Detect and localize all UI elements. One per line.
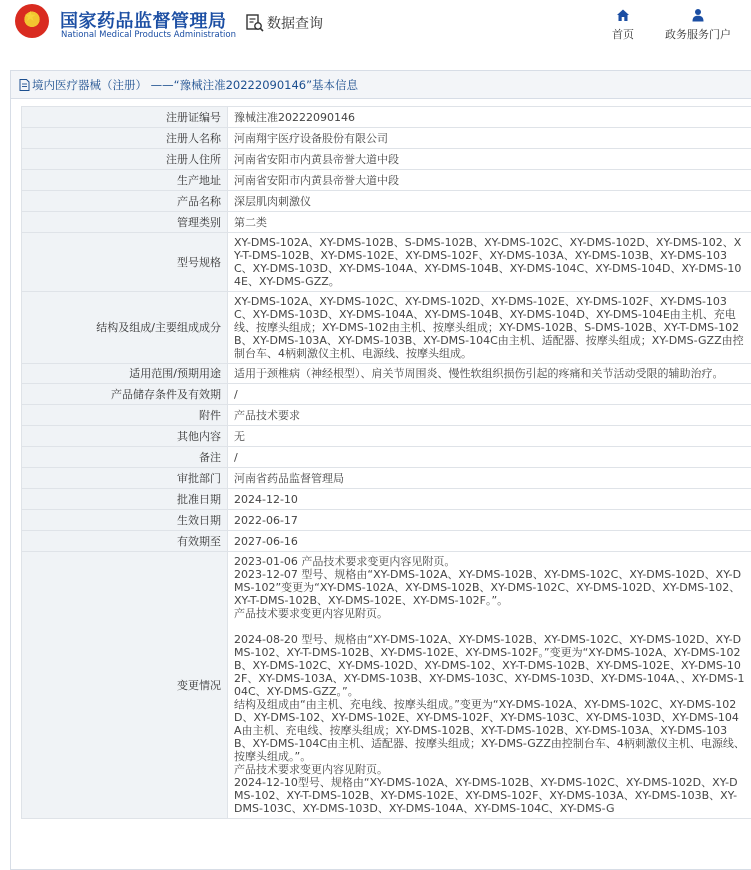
field-label: 变更情况 xyxy=(22,552,228,819)
field-label: 结构及组成/主要组成成分 xyxy=(22,292,228,364)
brand-name-cn[interactable]: 国家药品监督管理局 xyxy=(60,7,227,33)
data-query-link[interactable] xyxy=(245,12,323,34)
field-value: 豫械注准20222090146 xyxy=(228,107,751,128)
field-label: 产品名称 xyxy=(22,191,228,212)
nav-service-portal[interactable] xyxy=(660,8,736,42)
panel-title: 境内医疗器械（注册） ——“豫械注准20222090146”基本信息 xyxy=(32,77,358,93)
field-label: 生产地址 xyxy=(22,170,228,191)
field-value: 2022-06-17 xyxy=(228,510,751,531)
table-row xyxy=(22,447,751,468)
nav-home[interactable] xyxy=(607,8,639,42)
field-label: 生效日期 xyxy=(22,510,228,531)
site-header xyxy=(0,0,751,50)
home-icon xyxy=(616,8,630,22)
detail-panel xyxy=(10,70,751,870)
field-label: 注册证编号 xyxy=(22,107,228,128)
field-value: 第二类 xyxy=(228,212,751,233)
field-value: 产品技术要求 xyxy=(228,405,751,426)
field-label: 注册人名称 xyxy=(22,128,228,149)
field-label: 管理类别 xyxy=(22,212,228,233)
field-value: 河南省安阳市内黄县帝誉大道中段 xyxy=(228,170,751,191)
change-history-value: 2023-01-06 产品技术要求变更内容见附页。 2023-12-07 型号、规格由“XY-DMS-102A、XY-DMS-102B、XY-DMS-102C、XY-DMS-102D、XY-DMS-102”变更为“XY-DMS-102A、XY-DMS-102B、XY-DMS-102C、XY-DMS-102D、XY-DMS-102、XY-T-DMS-102B、XY-DMS-102E、XY-DMS-102F。”。 产品技术要求变更内容见附页。 2024-08-20 型号、规格由“XY-DMS-102A、XY-DMS-102B、XY-DMS-102C、XY-DMS-102D、XY-DMS-102、XY-T-DMS-102B、XY-DMS-102E、XY-DMS-102F。”变更为“XY-DMS-102A、XY-DMS-102B、XY-DMS-102C、XY-DMS-102D、XY-DMS-102、XY-T-DMS-102B、XY-DMS-102E、XY-DMS-102F、XY-DMS-103A、XY-DMS-103B、XY-DMS-103C、XY-DMS-103D、XY-DMS-104A、、XY-DMS-104C、XY-DMS-GZZ。”。 结构及组成由“由主机、充电线、按摩头组成。”变更为“XY-DMS-102A、XY-DMS-102C、XY-DMS-102D、XY-DMS-102、XY-DMS-102E、XY-DMS-102F、XY-DMS-103C、XY-DMS-103D、XY-DMS-104A由主机、充电线、按摩头组成；XY-DMS-102B、XY-T-DMS-102B、XY-DMS-103A、XY-DMS-103B、XY-DMS-104C由主机、适配器、按摩头组成；XY-DMS-GZZ由控制台车、4柄刺激仪主机、电源线、按摩头组成。”。 产品技术要求变更内容见附页。 2024-12-10型号、规格由“XY-DMS-102A、XY-DMS-102B、XY-DMS-102C、XY-DMS-102D、XY-DMS-102、XY-T-DMS-102B、XY-DMS-102E、XY-DMS-102F、XY-DMS-103A、XY-DMS-103B、XY-DMS-103C、XY-DMS-103D、XY-DMS-104A、XY-DMS-104C、XY-DMS-G xyxy=(228,552,751,819)
table-row xyxy=(22,405,751,426)
nmpa-logo-icon[interactable] xyxy=(15,4,49,38)
field-label: 批准日期 xyxy=(22,489,228,510)
table-row xyxy=(22,128,751,149)
table-row xyxy=(22,510,751,531)
field-value: / xyxy=(228,384,751,405)
field-label: 产品储存条件及有效期 xyxy=(22,384,228,405)
table-row xyxy=(22,552,751,819)
field-label: 备注 xyxy=(22,447,228,468)
field-value: XY-DMS-102A、XY-DMS-102C、XY-DMS-102D、XY-DMS-102E、XY-DMS-102F、XY-DMS-103C、XY-DMS-103D、XY-DMS-104A、XY-DMS-104B、XY-DMS-104D、XY-DMS-104E由主机、充电线、按摩头组成；XY-DMS-102由主机、按摩头组成；XY-DMS-102B、S-DMS-102B、XY-T-DMS-102B、XY-DMS-103A、XY-DMS-103B、XY-DMS-104C由主机、适配器、按摩头组成；XY-DMS-GZZ由控制台车、4柄刺激仪主机、电源线、按摩头组成。 xyxy=(228,292,751,364)
field-value: 适用于颈椎病（神经根型）、肩关节周围炎、慢性软组织损伤引起的疼痛和关节活动受限的辅助治疗。 xyxy=(228,364,751,384)
data-query-label: 数据查询 xyxy=(267,13,323,33)
table-row xyxy=(22,149,751,170)
field-label: 其他内容 xyxy=(22,426,228,447)
field-value: 2027-06-16 xyxy=(228,531,751,552)
document-icon xyxy=(19,79,30,91)
field-value: 深层肌肉刺激仪 xyxy=(228,191,751,212)
table-row xyxy=(22,468,751,489)
data-search-icon xyxy=(245,13,265,33)
table-row xyxy=(22,384,751,405)
field-label: 附件 xyxy=(22,405,228,426)
field-value: 河南省安阳市内黄县帝誉大道中段 xyxy=(228,149,751,170)
field-label: 有效期至 xyxy=(22,531,228,552)
nav-service-portal-label: 政务服务门户 xyxy=(665,26,731,42)
user-icon xyxy=(691,8,705,22)
field-value: / xyxy=(228,447,751,468)
star-icon: ★ xyxy=(24,10,37,24)
field-value: 河南翔宇医疗设备股份有限公司 xyxy=(228,128,751,149)
brand-name-en[interactable]: National Medical Products Administration xyxy=(61,30,236,40)
field-value: XY-DMS-102A、XY-DMS-102B、S-DMS-102B、XY-DMS-102C、XY-DMS-102D、XY-DMS-102、XY-T-DMS-102B、XY-DMS-102E、XY-DMS-102F、XY-DMS-103A、XY-DMS-103B、XY-DMS-103C、XY-DMS-103D、XY-DMS-104A、XY-DMS-104B、XY-DMS-104C、XY-DMS-104D、XY-DMS-104E、XY-DMS-GZZ。 xyxy=(228,233,751,292)
table-row xyxy=(22,426,751,447)
table-row xyxy=(22,191,751,212)
field-label: 适用范围/预期用途 xyxy=(22,364,228,384)
field-label: 审批部门 xyxy=(22,468,228,489)
table-row xyxy=(22,170,751,191)
table-row xyxy=(22,107,751,128)
table-row xyxy=(22,233,751,292)
table-row xyxy=(22,489,751,510)
field-value: 2024-12-10 xyxy=(228,489,751,510)
nav-home-label: 首页 xyxy=(612,26,634,42)
table-row xyxy=(22,212,751,233)
field-label: 注册人住所 xyxy=(22,149,228,170)
field-label: 型号规格 xyxy=(22,233,228,292)
table-row xyxy=(22,364,751,384)
field-value: 无 xyxy=(228,426,751,447)
panel-header xyxy=(11,71,751,99)
table-row xyxy=(22,292,751,364)
field-value: 河南省药品监督管理局 xyxy=(228,468,751,489)
registration-info-table xyxy=(21,106,751,819)
table-row xyxy=(22,531,751,552)
